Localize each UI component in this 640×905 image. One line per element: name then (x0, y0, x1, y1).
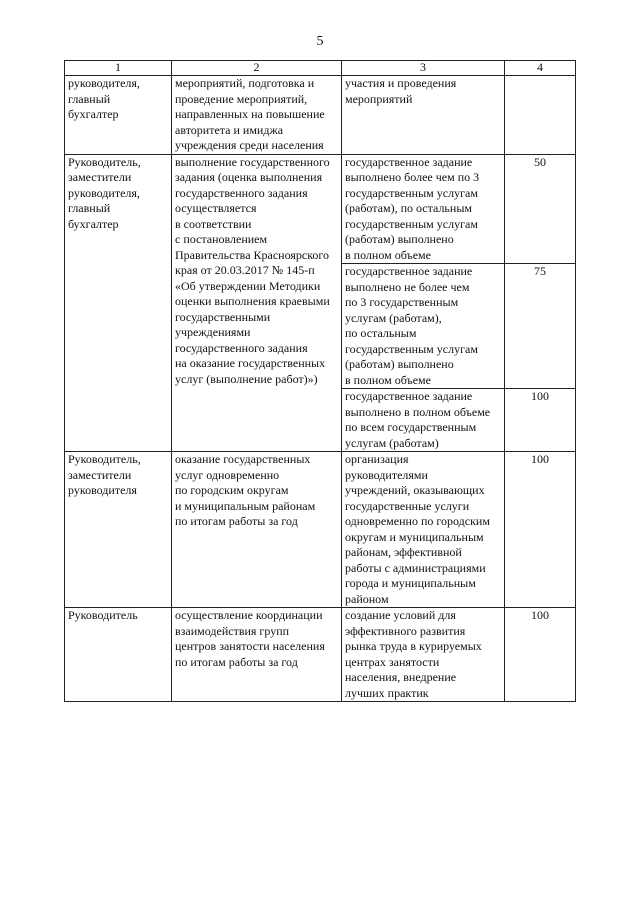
table-row (65, 154, 576, 264)
table-row (65, 452, 576, 608)
header-col-2: 2 (172, 61, 342, 76)
table-row (65, 608, 576, 702)
position-cell: Руководитель, заместители руководителя, главный бухгалтер (65, 154, 172, 452)
condition-cell: создание условий для эффективного развития рынка труда в курируемых центрах занятости населения, внедрение лучших практик (342, 608, 505, 702)
condition-cell: государственное задание выполнено более чем по 3 государственным услугам (работам), по остальным государственным услугам (работам) выполнено в полном объеме (342, 154, 505, 264)
header-col-1: 1 (65, 61, 172, 76)
points-cell: 50 (505, 154, 576, 264)
condition-cell: государственное задание выполнено не более чем по 3 государственным услугам (работам), по остальным государственным услугам (работам) выполнено в полном объеме (342, 264, 505, 389)
condition-cell: государственное задание выполнено в полном объеме по всем государственным услугам (работам) (342, 389, 505, 452)
header-row (65, 61, 576, 76)
criterion-cell: осуществление координации взаимодействия групп центров занятости населения по итогам работы за год (172, 608, 342, 702)
position-cell: Руководитель, заместители руководителя (65, 452, 172, 608)
points-cell (505, 76, 576, 155)
header-col-3: 3 (342, 61, 505, 76)
position-cell: Руководитель (65, 608, 172, 702)
points-cell: 100 (505, 608, 576, 702)
criterion-cell: выполнение государственного задания (оценка выполнения государственного задания осуществляется в соответствии с постановлением Правительства Красноярского края от 20.03.2017 № 145-п «Об утверждении Методики оценки выполнения краевыми государственными учреждениями государственного задания на оказание государственных услуг (выполнение работ)») (172, 154, 342, 452)
header-col-4: 4 (505, 61, 576, 76)
condition-cell: участия и проведения мероприятий (342, 76, 505, 155)
points-cell: 100 (505, 452, 576, 608)
points-cell: 100 (505, 389, 576, 452)
points-cell: 75 (505, 264, 576, 389)
criteria-table (64, 60, 576, 702)
criterion-cell: мероприятий, подготовка и проведение мероприятий, направленных на повышение авторитета и имиджа учреждения среди населения (172, 76, 342, 155)
condition-cell: организация руководителями учреждений, оказывающих государственные услуги одновременно по городским округам и муниципальным районам, эффективной работы с администрациями города и муниципальным районом (342, 452, 505, 608)
page-number: 5 (316, 34, 324, 49)
position-cell: руководителя, главный бухгалтер (65, 76, 172, 155)
table-row (65, 76, 576, 155)
criterion-cell: оказание государственных услуг одновременно по городским округам и муниципальным районам по итогам работы за год (172, 452, 342, 608)
